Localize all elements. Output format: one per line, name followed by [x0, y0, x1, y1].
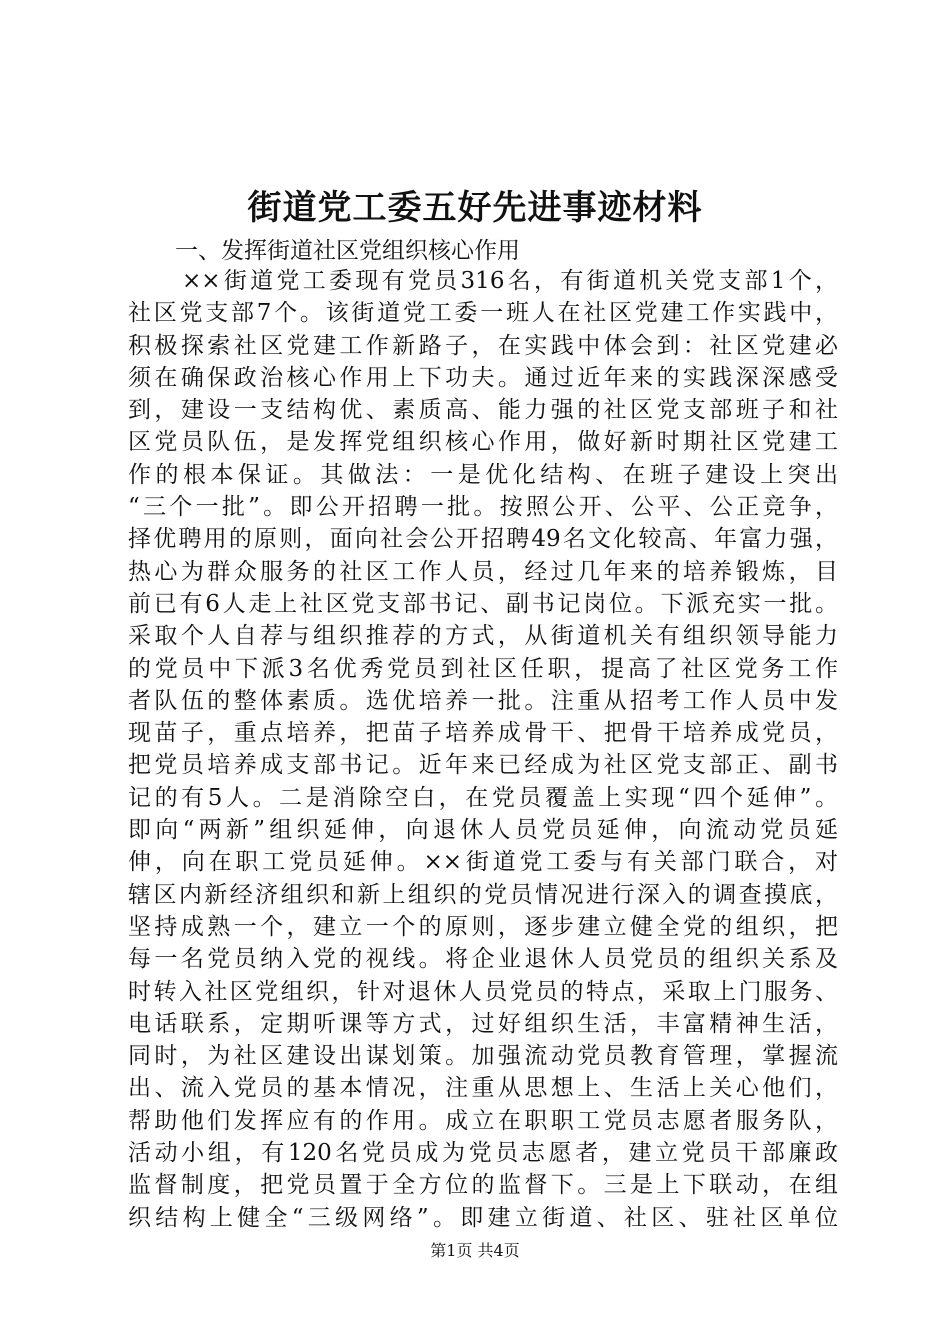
text-line: 的党员中下派3名优秀党员到社区任职，提高了社区党务工作	[128, 655, 838, 682]
text-line: 到，建设一支结构优、素质高、能力强的社区党支部班子和社	[128, 397, 838, 424]
text-line: 热心为群众服务的社区工作人员，经过几年来的培养锻炼，目	[128, 558, 838, 585]
text-line: ××街道党工委现有党员316名，有街道机关党支部1个，	[182, 268, 838, 294]
section-heading: 一、发挥街道社区党组织核心作用	[175, 238, 520, 264]
text-line: 即向“两新”组织延伸，向退休人员党员延伸，向流动党员延	[128, 817, 838, 844]
text-line: 把党员培养成支部书记。近年来已经成为社区党支部正、副书	[128, 752, 838, 779]
text-line: 每一名党员纳入党的视线。将企业退休人员党员的组织关系及	[128, 946, 838, 973]
text-line: “三个一批”。即公开招聘一批。按照公开、公平、公正竞争，	[128, 494, 838, 521]
text-line: 前已有6人走上社区党支部书记、副书记岗位。下派充实一批。	[128, 590, 838, 617]
text-line: 时转入社区党组织，针对退休人员党员的特点，采取上门服务、	[128, 978, 838, 1005]
text-line: 坚持成熟一个，建立一个的原则，逐步建立健全党的组织，把	[128, 913, 838, 940]
text-line: 作的根本保证。其做法：一是优化结构、在班子建设上突出	[128, 461, 838, 488]
text-line: 活动小组，有120名党员成为党员志愿者，建立党员干部廉政	[128, 1140, 838, 1167]
text-line: 监督制度，把党员置于全方位的监督下。三是上下联动，在组	[128, 1172, 838, 1199]
text-line: 记的有5人。二是消除空白，在党员覆盖上实现“四个延伸”。	[128, 784, 838, 811]
text-line: 出、流入党员的基本情况，注重从思想上、生活上关心他们，	[128, 1075, 838, 1102]
text-line: 区党员队伍，是发挥党组织核心作用，做好新时期社区党建工	[128, 429, 838, 456]
text-line: 帮助他们发挥应有的作用。成立在职职工党员志愿者服务队，	[128, 1107, 838, 1134]
text-line: 织结构上健全“三级网络”。即建立街道、社区、驻社区单位	[128, 1204, 838, 1231]
text-line: 择优聘用的原则，面向社会公开招聘49名文化较高、年富力强，	[128, 526, 838, 553]
text-line: 积极探索社区党建工作新路子，在实践中体会到：社区党建必	[128, 332, 838, 359]
text-line: 同时，为社区建设出谋划策。加强流动党员教育管理，掌握流	[128, 1043, 838, 1070]
text-line: 者队伍的整体素质。选优培养一批。注重从招考工作人员中发	[128, 687, 838, 714]
text-line: 辖区内新经济组织和新上组织的党员情况进行深入的调查摸底，	[128, 881, 838, 908]
text-line: 伸，向在职工党员延伸。××街道党工委与有关部门联合，对	[128, 849, 838, 876]
page-footer: 第1页 共4页	[430, 1241, 520, 1260]
text-line: 电话联系，定期听课等方式，过好组织生活，丰富精神生活，	[128, 1010, 838, 1037]
text-line: 社区党支部7个。该街道党工委一班人在社区党建工作实践中，	[128, 300, 838, 327]
text-line: 采取个人自荐与组织推荐的方式，从街道机关有组织领导能力	[128, 623, 838, 650]
body-paragraph	[128, 265, 838, 1234]
text-line: 现苗子，重点培养，把苗子培养成骨干、把骨干培养成党员，	[128, 720, 838, 747]
document-title: 街道党工委五好先进事迹材料	[247, 188, 703, 228]
text-line: 须在确保政治核心作用上下功夫。通过近年来的实践深深感受	[128, 364, 838, 391]
